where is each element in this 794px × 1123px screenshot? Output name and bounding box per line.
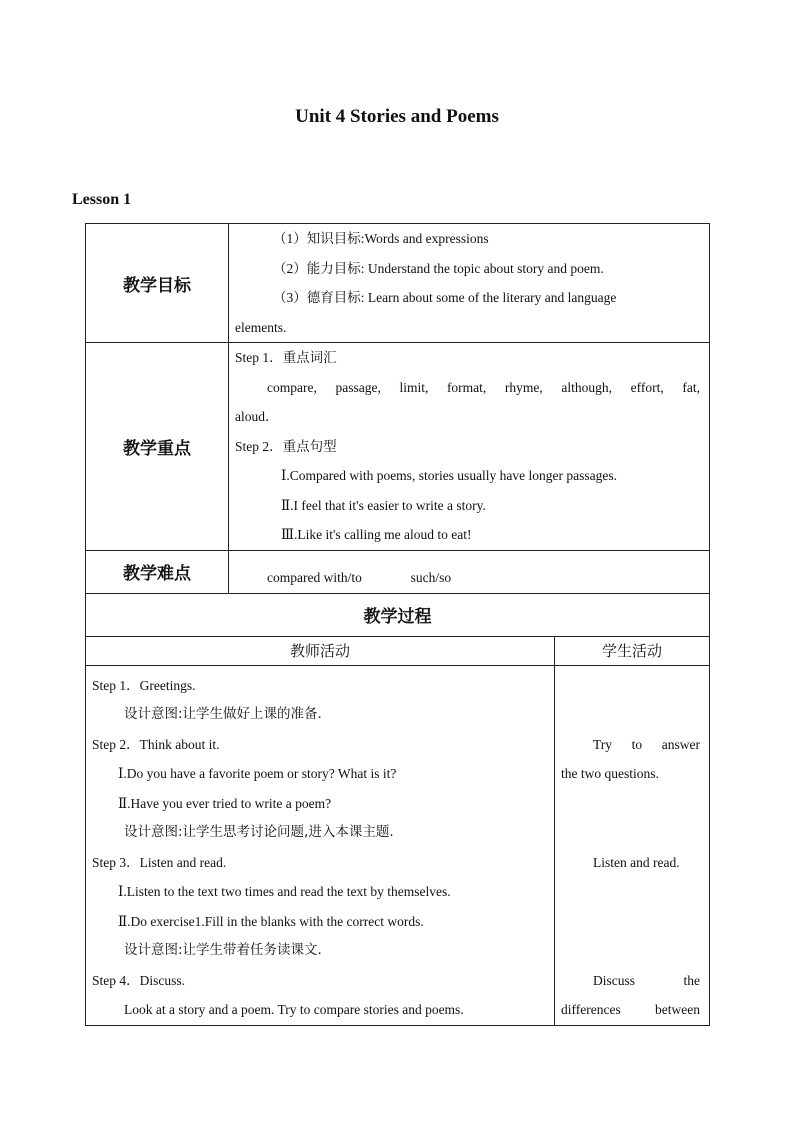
key-word: although, bbox=[561, 379, 613, 395]
key-sentence-1: Ⅰ.Compared with poems, stories usually have longer passages. bbox=[281, 468, 618, 483]
lesson-plan-table bbox=[85, 223, 710, 1026]
difficulties-items bbox=[229, 563, 709, 593]
question-line: Ⅰ.Do you have a favorite poem or story? What is it? bbox=[118, 766, 397, 781]
difficulty-item: compared with/to bbox=[267, 570, 362, 585]
key-word: rhyme, bbox=[504, 379, 543, 395]
key-sentence-3: Ⅲ.Like it's calling me aloud to eat! bbox=[281, 527, 472, 542]
key-word: compare, bbox=[267, 379, 317, 395]
key-words-line bbox=[229, 373, 709, 403]
objectives-content bbox=[229, 224, 710, 343]
question-line: Ⅱ.Have you ever tried to write a poem? bbox=[118, 795, 332, 811]
student-activities bbox=[555, 665, 710, 1025]
step-line: Step 4．Discuss. bbox=[92, 972, 186, 988]
difficulties-row bbox=[86, 550, 710, 593]
objectives-row bbox=[86, 224, 710, 343]
key-points-header: 教学重点 bbox=[86, 343, 229, 551]
step-line: Step 2．Think about it. bbox=[92, 736, 220, 752]
key-sentence-2: Ⅱ.I feel that it's easier to write a story. bbox=[281, 497, 486, 513]
step-line: Step 3．Listen and read. bbox=[92, 854, 227, 870]
key-step1: Step 1．重点词汇 bbox=[235, 350, 337, 365]
difficulty-item: such/so bbox=[410, 570, 452, 585]
student-activity-header: 学生活动 bbox=[555, 636, 710, 665]
key-word: effort, bbox=[630, 379, 664, 395]
document-title: Unit 4 Stories and Poems bbox=[295, 106, 499, 127]
process-columns-row bbox=[86, 636, 710, 665]
key-word: limit, bbox=[399, 379, 429, 395]
key-points-row bbox=[86, 343, 710, 551]
objective-knowledge: （1）知识目标:Words and expressions bbox=[273, 231, 489, 246]
design-intent: 设计意图:让学生做好上课的准备. bbox=[124, 706, 322, 722]
key-word: fat, bbox=[682, 379, 700, 395]
objective-ability: （2）能力目标: Understand the topic about story and poem. bbox=[273, 260, 604, 276]
difficulties-header: 教学难点 bbox=[86, 550, 229, 593]
student-step4-line2: differences between bbox=[561, 1002, 700, 1017]
step-line: Step 1．Greetings. bbox=[92, 677, 196, 693]
activities-row bbox=[86, 665, 710, 1025]
task-line: Ⅰ.Listen to the text two times and read the text by themselves. bbox=[118, 884, 451, 899]
task-line: Ⅱ.Do exercise1.Fill in the blanks with the correct words. bbox=[118, 913, 424, 929]
objective-moral: （3）德育目标: Learn about some of the literary and language bbox=[273, 290, 617, 305]
difficulties-content bbox=[229, 550, 710, 593]
student-step3: Listen and read. bbox=[593, 854, 680, 870]
student-step2-line2: the two questions. bbox=[561, 766, 659, 781]
teacher-activity-header: 教师活动 bbox=[86, 636, 555, 665]
key-word: format, bbox=[446, 379, 487, 395]
process-header-row bbox=[86, 593, 710, 636]
key-points-content bbox=[229, 343, 710, 551]
objectives-header: 教学目标 bbox=[86, 224, 229, 343]
student-step2-line1: Try to answer bbox=[593, 736, 700, 752]
process-header: 教学过程 bbox=[86, 593, 710, 636]
student-step4-line1: Discuss the bbox=[593, 972, 700, 988]
task-line: Look at a story and a poem. Try to compare stories and poems. bbox=[124, 1002, 464, 1017]
teacher-activities bbox=[86, 665, 555, 1025]
key-word: passage, bbox=[335, 379, 381, 395]
lesson-heading: Lesson 1 bbox=[72, 191, 132, 208]
design-intent: 设计意图:让学生思考讨论问题,进入本课主题. bbox=[124, 824, 394, 840]
key-step2: Step 2．重点句型 bbox=[235, 438, 337, 454]
objective-moral-cont: elements. bbox=[235, 319, 287, 335]
design-intent: 设计意图:让学生带着任务读课文. bbox=[124, 942, 322, 958]
key-words-end: aloud． bbox=[235, 409, 279, 424]
